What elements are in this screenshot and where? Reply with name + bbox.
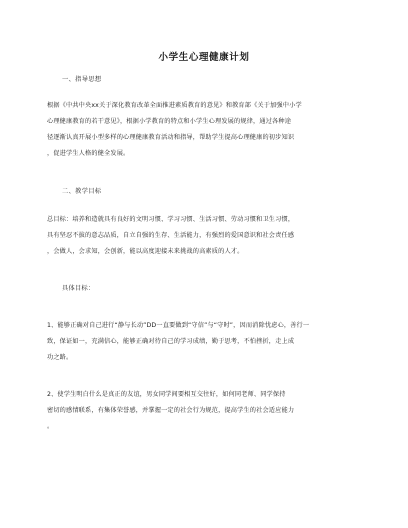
paragraph-line: 1、能够正确对自己进行“静与长动”DD一直要做到“守信”与“守时”，因而消除忧虑心，善行一 [47,322,310,329]
paragraph-line: 。 [47,423,54,430]
section-heading-teaching-goals: 二、教学目标 [62,188,102,195]
document-title: 小学生心理健康计划 [158,52,250,63]
paragraph-overall-goal [47,212,369,260]
paragraph-line: 心理健康教育的若干意见》，根据小学教育的特点和小学生心理发展的规律，通过各种途 [47,118,292,125]
paragraph-line: 功之路。 [47,354,73,361]
paragraph-line: 密切的感情联系，有集体荣誉感，并掌握一定的社会行为规范，提高学生的社会适应能力 [47,407,295,414]
paragraph-line: 2、使学生明白什么是真正的友谊，男女同学间要相互交往好，如何同老师、同学保持 [47,391,286,398]
subheading-specific-goals: 具体目标： [62,285,95,292]
paragraph-goal-item-2 [47,387,369,435]
paragraph-line: ，会做人，会求知，会创新，能以高度迎接未来挑战的高素质的人才。 [47,248,244,255]
paragraph-line: 总目标：培养和造就具有良好的文明习惯、学习习惯、生活习惯、劳动习惯和卫生习惯， [47,216,295,223]
paragraph-goal-item-1 [47,318,369,366]
paragraph-line: 径逐渐认真开展小型多样的心理健康教育活动和指导，帮助学生提高心理健康的初步知识 [47,134,295,141]
section-heading-guiding-ideology: 一、指导思想 [62,76,102,83]
paragraph-line: 致，保证如一，充满信心，能够正确对待自己的学习成绩，勤于思考，不怕挫折，走上成 [47,338,295,345]
paragraph-guiding-ideology [47,98,369,162]
paragraph-line: ，促进学生人格的健全发展。 [47,150,130,157]
paragraph-line: 根据《中共中央xx关于深化教育改革全面推进素质教育的意见》和教育部《关于加强中小学 [47,102,302,109]
paragraph-line: 具有坚忍不拔的意志品质，自立自强的生存、生活能力，有强烈的爱国意识和社会责任感 [47,232,295,239]
